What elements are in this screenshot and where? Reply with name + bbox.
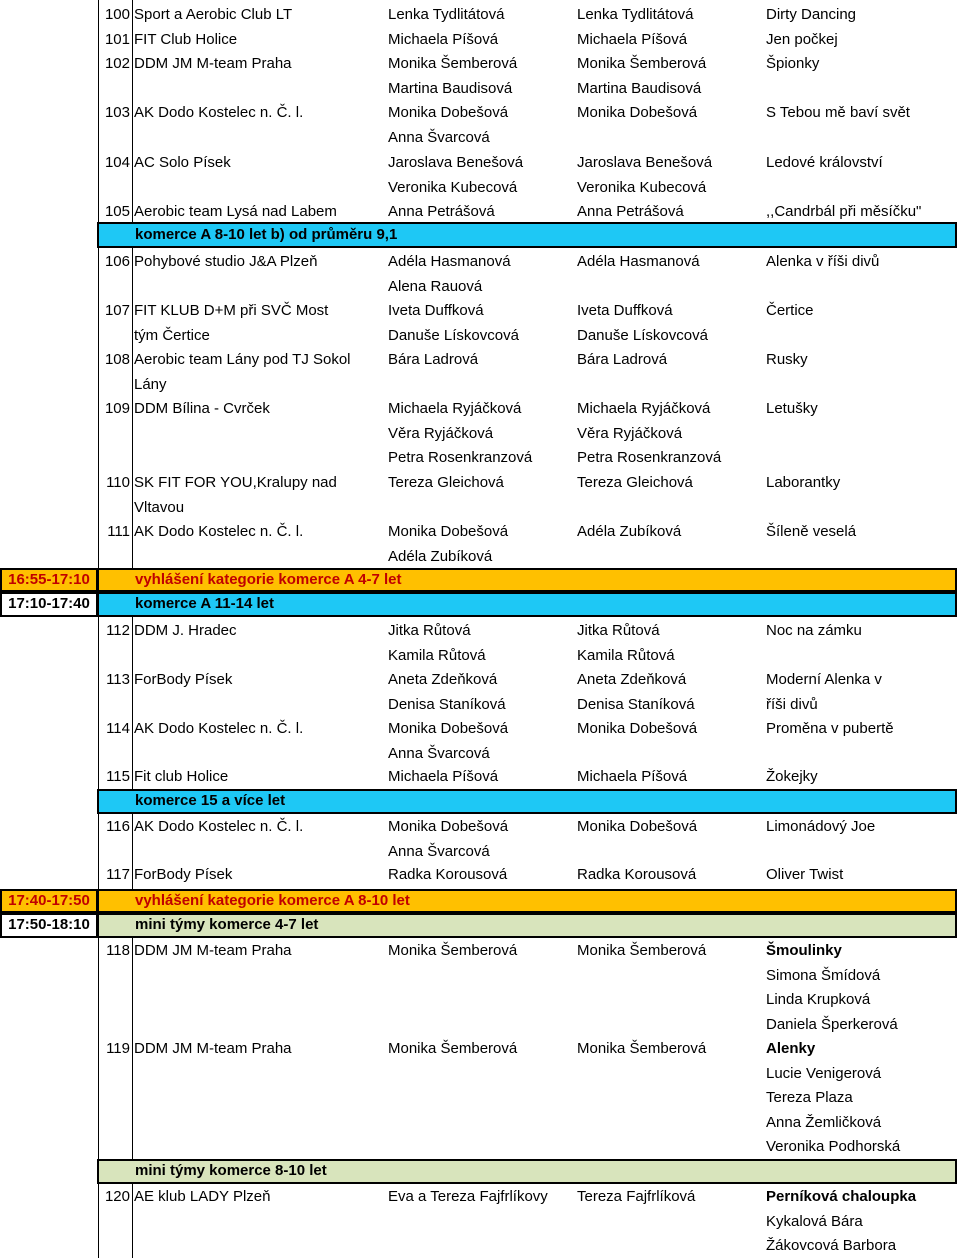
routine-title-cell bbox=[766, 151, 960, 200]
choreographer-name: Lenka Tydlitátová bbox=[577, 6, 694, 23]
entry-number: 109 bbox=[104, 400, 130, 417]
choreographer-name-cell bbox=[577, 151, 762, 200]
entry-number: 113 bbox=[106, 671, 130, 688]
trainer-name: Bára Ladrová bbox=[388, 351, 479, 368]
trainer-name-cell bbox=[388, 863, 573, 888]
choreographer-name-cell bbox=[577, 250, 762, 299]
routine-title: ,,Candrbál při měsíčku" bbox=[766, 203, 922, 220]
choreographer-name: Denisa Staníková bbox=[577, 695, 695, 713]
trainer-name: Jitka Růtová bbox=[388, 622, 471, 639]
trainer-name: Martina Baudisová bbox=[388, 79, 513, 97]
trainer-name: Eva a Tereza Fajfrlíkovy bbox=[388, 1188, 548, 1205]
trainer-name: Anna Petrášová bbox=[388, 203, 495, 220]
trainer-name: Tereza Gleichová bbox=[388, 474, 504, 491]
club-name-cell bbox=[134, 815, 384, 864]
choreographer-name: Monika Dobešová bbox=[577, 818, 698, 835]
routine-title-cell bbox=[766, 619, 960, 668]
routine-title: Šmoulinky bbox=[766, 942, 842, 959]
announcement-label: vyhlášení kategorie komerce A 4-7 let bbox=[135, 571, 402, 588]
trainer-name-cell bbox=[388, 299, 573, 348]
table-row bbox=[0, 348, 960, 397]
trainer-name: Adéla Hasmanová bbox=[388, 253, 511, 270]
club-name: Pohybové studio J&A Plzeň bbox=[134, 253, 318, 270]
club-name: FIT Club Holice bbox=[134, 31, 238, 48]
table-row bbox=[0, 1185, 960, 1259]
trainer-name-cell bbox=[388, 3, 573, 28]
choreographer-name-cell bbox=[577, 299, 762, 348]
category-band bbox=[97, 789, 957, 814]
choreographer-name: Tereza Gleichová bbox=[577, 474, 693, 491]
choreographer-name-cell bbox=[577, 348, 762, 397]
choreographer-name: Věra Ryjáčková bbox=[577, 424, 683, 442]
routine-title: Oliver Twist bbox=[766, 866, 844, 883]
routine-title-cell bbox=[766, 299, 960, 348]
choreographer-name-cell bbox=[577, 471, 762, 520]
table-row bbox=[0, 52, 960, 101]
choreographer-name-cell bbox=[577, 815, 762, 864]
choreographer-name: Veronika Kubecová bbox=[577, 178, 707, 196]
routine-title: říši divů bbox=[766, 695, 818, 713]
choreographer-name: Danuše Lískovcová bbox=[577, 326, 708, 344]
table-row bbox=[0, 101, 960, 150]
club-name: SK FIT FOR YOU,Kralupy nad bbox=[134, 474, 337, 491]
routine-title: Rusky bbox=[766, 351, 808, 368]
time-label: 17:10-17:40 bbox=[8, 595, 90, 612]
table-row bbox=[0, 28, 960, 53]
trainer-name: Michaela Ryjáčková bbox=[388, 400, 522, 417]
routine-title: Tereza Plaza bbox=[766, 1089, 853, 1106]
time-label: 17:40-17:50 bbox=[8, 892, 90, 909]
choreographer-name: Michaela Píšová bbox=[577, 768, 688, 785]
choreographer-name: Monika Šemberová bbox=[577, 942, 707, 959]
trainer-name-cell bbox=[388, 200, 573, 225]
club-name: Sport a Aerobic Club LT bbox=[134, 6, 293, 23]
trainer-name-cell bbox=[388, 619, 573, 668]
club-name: Fit club Holice bbox=[134, 768, 229, 785]
routine-title-cell bbox=[766, 815, 960, 864]
trainer-name: Věra Ryjáčková bbox=[388, 424, 494, 442]
routine-title: Noc na zámku bbox=[766, 622, 862, 639]
club-name-cell bbox=[134, 52, 384, 101]
table-row bbox=[0, 471, 960, 520]
trainer-name: Iveta Duffková bbox=[388, 302, 484, 319]
trainer-name: Monika Dobešová bbox=[388, 818, 509, 835]
club-name: tým Čertice bbox=[134, 326, 210, 344]
club-name-cell bbox=[134, 3, 384, 28]
entry-number: 108 bbox=[104, 351, 130, 368]
trainer-name-cell bbox=[388, 28, 573, 53]
club-name-cell bbox=[134, 299, 384, 348]
category-band bbox=[97, 222, 957, 248]
routine-title-cell bbox=[766, 1037, 960, 1160]
routine-title-cell bbox=[766, 939, 960, 1037]
choreographer-name-cell bbox=[577, 939, 762, 1037]
trainer-name: Monika Dobešová bbox=[388, 523, 509, 540]
choreographer-name-cell bbox=[577, 3, 762, 28]
routine-title: Anna Žemličková bbox=[766, 1113, 882, 1131]
choreographer-name: Adéla Hasmanová bbox=[577, 253, 700, 270]
trainer-name: Michaela Píšová bbox=[388, 31, 499, 48]
club-name-cell bbox=[134, 200, 384, 225]
category-label: mini týmy komerce 8-10 let bbox=[135, 1162, 327, 1179]
choreographer-name: Michaela Ryjáčková bbox=[577, 400, 711, 417]
choreographer-name-cell bbox=[577, 397, 762, 471]
entry-number: 105 bbox=[104, 203, 130, 220]
entry-number: 119 bbox=[106, 1040, 130, 1057]
routine-title: Lucie Venigerová bbox=[766, 1064, 882, 1082]
routine-title-cell bbox=[766, 520, 960, 569]
routine-title: Veronika Podhorská bbox=[766, 1138, 901, 1155]
entry-number: 118 bbox=[106, 942, 130, 959]
trainer-name: Monika Šemberová bbox=[388, 942, 518, 959]
category-label: mini týmy komerce 4-7 let bbox=[135, 916, 319, 933]
entry-number: 120 bbox=[104, 1188, 130, 1205]
table-row bbox=[0, 939, 960, 1037]
trainer-name-cell bbox=[388, 52, 573, 101]
club-name-cell bbox=[134, 471, 384, 520]
trainer-name-cell bbox=[388, 765, 573, 790]
table-row bbox=[0, 3, 960, 28]
announcement-band bbox=[97, 568, 957, 592]
club-name-cell bbox=[134, 520, 384, 569]
table-row bbox=[0, 765, 960, 790]
choreographer-name-cell bbox=[577, 1037, 762, 1160]
club-name: DDM JM M-team Praha bbox=[134, 942, 292, 959]
choreographer-name-cell bbox=[577, 200, 762, 225]
club-name: DDM Bílina - Cvrček bbox=[134, 400, 270, 417]
table-row bbox=[0, 815, 960, 864]
routine-title-cell bbox=[766, 3, 960, 28]
time-slot bbox=[0, 568, 98, 592]
club-name: ForBody Písek bbox=[134, 866, 233, 883]
entry-number: 114 bbox=[106, 720, 130, 737]
club-name: Lány bbox=[134, 375, 167, 393]
trainer-name: Monika Dobešová bbox=[388, 104, 509, 121]
routine-title: S Tebou mě baví svět bbox=[766, 104, 910, 121]
trainer-name-cell bbox=[388, 1185, 573, 1259]
trainer-name: Monika Šemberová bbox=[388, 55, 518, 72]
trainer-name: Kamila Růtová bbox=[388, 646, 486, 664]
table-row bbox=[0, 863, 960, 888]
entry-number: 112 bbox=[106, 622, 130, 639]
routine-title: Šíleně veselá bbox=[766, 523, 857, 540]
club-name: AE klub LADY Plzeň bbox=[134, 1188, 271, 1205]
trainer-name-cell bbox=[388, 520, 573, 569]
routine-title: Žákovcová Barbora bbox=[766, 1237, 897, 1254]
club-name-cell bbox=[134, 1185, 384, 1259]
table-row bbox=[0, 520, 960, 569]
entry-number: 106 bbox=[104, 253, 130, 270]
club-name: AC Solo Písek bbox=[134, 154, 231, 171]
trainer-name-cell bbox=[388, 1037, 573, 1160]
routine-title-cell bbox=[766, 52, 960, 101]
trainer-name-cell bbox=[388, 939, 573, 1037]
entry-number: 107 bbox=[104, 302, 130, 319]
trainer-name: Petra Rosenkranzová bbox=[388, 449, 533, 466]
club-name-cell bbox=[134, 668, 384, 717]
club-name: Vltavou bbox=[134, 498, 185, 516]
entry-number: 104 bbox=[104, 154, 130, 171]
mini-team-band bbox=[97, 913, 957, 938]
choreographer-name-cell bbox=[577, 1185, 762, 1259]
choreographer-name-cell bbox=[577, 863, 762, 888]
choreographer-name: Monika Šemberová bbox=[577, 1040, 707, 1057]
mini-team-band bbox=[97, 1159, 957, 1184]
entry-number: 103 bbox=[104, 104, 130, 121]
choreographer-name-cell bbox=[577, 101, 762, 150]
club-name-cell bbox=[134, 28, 384, 53]
entry-number: 100 bbox=[104, 6, 130, 23]
club-name-cell bbox=[134, 397, 384, 471]
trainer-name: Radka Korousová bbox=[388, 866, 508, 883]
category-label: komerce A 8-10 let b) od průměru 9,1 bbox=[135, 226, 398, 243]
category-band bbox=[97, 592, 957, 617]
routine-title: Kykalová Bára bbox=[766, 1212, 863, 1230]
routine-title-cell bbox=[766, 668, 960, 717]
trainer-name: Monika Šemberová bbox=[388, 1040, 518, 1057]
table-row bbox=[0, 299, 960, 348]
routine-title: Špionky bbox=[766, 55, 820, 72]
trainer-name: Anna Švarcová bbox=[388, 744, 490, 762]
trainer-name-cell bbox=[388, 250, 573, 299]
routine-title: Simona Šmídová bbox=[766, 966, 881, 984]
choreographer-name: Monika Dobešová bbox=[577, 720, 698, 737]
trainer-name-cell bbox=[388, 101, 573, 150]
routine-title: Perníková chaloupka bbox=[766, 1188, 917, 1205]
club-name-cell bbox=[134, 619, 384, 668]
entry-number: 115 bbox=[106, 768, 130, 785]
routine-title-cell bbox=[766, 348, 960, 397]
time-slot bbox=[0, 592, 98, 617]
routine-title: Linda Krupková bbox=[766, 991, 871, 1008]
entry-number: 117 bbox=[106, 866, 130, 883]
trainer-name: Lenka Tydlitátová bbox=[388, 6, 505, 23]
trainer-name-cell bbox=[388, 668, 573, 717]
table-row bbox=[0, 619, 960, 668]
choreographer-name-cell bbox=[577, 717, 762, 766]
routine-title: Žokejky bbox=[766, 768, 818, 785]
club-name-cell bbox=[134, 101, 384, 150]
choreographer-name: Tereza Fajfrlíková bbox=[577, 1188, 696, 1205]
trainer-name: Veronika Kubecová bbox=[388, 178, 518, 196]
choreographer-name: Anna Petrášová bbox=[577, 203, 684, 220]
club-name-cell bbox=[134, 348, 384, 397]
choreographer-name: Martina Baudisová bbox=[577, 79, 702, 97]
club-name-cell bbox=[134, 717, 384, 766]
choreographer-name-cell bbox=[577, 52, 762, 101]
routine-title-cell bbox=[766, 471, 960, 520]
club-name-cell bbox=[134, 939, 384, 1037]
trainer-name: Danuše Lískovcová bbox=[388, 326, 519, 344]
trainer-name: Jaroslava Benešová bbox=[388, 154, 524, 171]
routine-title: Daniela Šperkerová bbox=[766, 1015, 898, 1033]
routine-title-cell bbox=[766, 250, 960, 299]
routine-title-cell bbox=[766, 717, 960, 766]
table-row bbox=[0, 668, 960, 717]
choreographer-name: Iveta Duffková bbox=[577, 302, 673, 319]
choreographer-name-cell bbox=[577, 765, 762, 790]
choreographer-name-cell bbox=[577, 619, 762, 668]
category-label: komerce A 11-14 let bbox=[135, 595, 274, 612]
trainer-name: Denisa Staníková bbox=[388, 695, 506, 713]
routine-title: Moderní Alenka v bbox=[766, 671, 882, 688]
choreographer-name: Michaela Píšová bbox=[577, 31, 688, 48]
club-name: AK Dodo Kostelec n. Č. l. bbox=[134, 523, 304, 540]
club-name-cell bbox=[134, 1037, 384, 1160]
routine-title-cell bbox=[766, 200, 960, 225]
choreographer-name: Monika Šemberová bbox=[577, 55, 707, 72]
trainer-name-cell bbox=[388, 717, 573, 766]
choreographer-name-cell bbox=[577, 668, 762, 717]
table-row bbox=[0, 200, 960, 225]
routine-title-cell bbox=[766, 101, 960, 150]
choreographer-name: Radka Korousová bbox=[577, 866, 697, 883]
table-row bbox=[0, 397, 960, 471]
choreographer-name: Jaroslava Benešová bbox=[577, 154, 713, 171]
trainer-name-cell bbox=[388, 348, 573, 397]
trainer-name: Monika Dobešová bbox=[388, 720, 509, 737]
choreographer-name: Jitka Růtová bbox=[577, 622, 660, 639]
table-row bbox=[0, 151, 960, 200]
time-label: 16:55-17:10 bbox=[8, 571, 90, 588]
trainer-name-cell bbox=[388, 397, 573, 471]
club-name: DDM J. Hradec bbox=[134, 622, 237, 639]
trainer-name-cell bbox=[388, 151, 573, 200]
time-slot bbox=[0, 913, 98, 938]
trainer-name-cell bbox=[388, 471, 573, 520]
club-name: AK Dodo Kostelec n. Č. l. bbox=[134, 818, 304, 835]
routine-title: Dirty Dancing bbox=[766, 6, 857, 23]
club-name-cell bbox=[134, 250, 384, 299]
trainer-name: Anna Švarcová bbox=[388, 128, 490, 146]
table-row bbox=[0, 717, 960, 766]
club-name: DDM JM M-team Praha bbox=[134, 55, 292, 72]
choreographer-name: Bára Ladrová bbox=[577, 351, 668, 368]
club-name: DDM JM M-team Praha bbox=[134, 1040, 292, 1057]
entry-number: 110 bbox=[106, 474, 130, 491]
time-slot bbox=[0, 889, 98, 913]
announcement-band bbox=[97, 889, 957, 913]
routine-title-cell bbox=[766, 765, 960, 790]
routine-title-cell bbox=[766, 1185, 960, 1259]
category-label: komerce 15 a více let bbox=[135, 792, 286, 809]
club-name: ForBody Písek bbox=[134, 671, 233, 688]
club-name-cell bbox=[134, 151, 384, 200]
routine-title: Letušky bbox=[766, 400, 818, 417]
routine-title-cell bbox=[766, 397, 960, 471]
club-name: AK Dodo Kostelec n. Č. l. bbox=[134, 720, 304, 737]
choreographer-name: Aneta Zdeňková bbox=[577, 671, 687, 688]
routine-title: Proměna v pubertě bbox=[766, 720, 894, 737]
club-name-cell bbox=[134, 863, 384, 888]
club-name: Aerobic team Lysá nad Labem bbox=[134, 203, 337, 220]
routine-title: Alenky bbox=[766, 1040, 816, 1057]
entry-number: 116 bbox=[106, 818, 130, 835]
routine-title: Jen počkej bbox=[766, 31, 838, 48]
routine-title: Laborantky bbox=[766, 474, 841, 491]
choreographer-name: Kamila Růtová bbox=[577, 646, 675, 664]
choreographer-name-cell bbox=[577, 28, 762, 53]
trainer-name: Alena Rauová bbox=[388, 277, 483, 295]
announcement-label: vyhlášení kategorie komerce A 8-10 let bbox=[135, 892, 410, 909]
trainer-name: Michaela Píšová bbox=[388, 768, 499, 785]
routine-title: Alenka v říši divů bbox=[766, 253, 880, 270]
choreographer-name: Petra Rosenkranzová bbox=[577, 449, 722, 466]
club-name: AK Dodo Kostelec n. Č. l. bbox=[134, 104, 304, 121]
routine-title: Ledové království bbox=[766, 154, 883, 171]
entry-number: 111 bbox=[107, 523, 130, 540]
routine-title-cell bbox=[766, 28, 960, 53]
entry-number: 102 bbox=[104, 55, 130, 72]
routine-title: Limonádový Joe bbox=[766, 818, 876, 835]
choreographer-name-cell bbox=[577, 520, 762, 569]
trainer-name: Aneta Zdeňková bbox=[388, 671, 498, 688]
entry-number: 101 bbox=[104, 31, 130, 48]
club-name: Aerobic team Lány pod TJ Sokol bbox=[134, 351, 351, 368]
trainer-name-cell bbox=[388, 815, 573, 864]
choreographer-name: Adéla Zubíková bbox=[577, 523, 682, 540]
table-row bbox=[0, 1037, 960, 1160]
trainer-name: Adéla Zubíková bbox=[388, 547, 493, 565]
routine-title-cell bbox=[766, 863, 960, 888]
choreographer-name: Monika Dobešová bbox=[577, 104, 698, 121]
routine-title: Čertice bbox=[766, 302, 814, 319]
table-row bbox=[0, 250, 960, 299]
trainer-name: Anna Švarcová bbox=[388, 842, 490, 860]
time-label: 17:50-18:10 bbox=[8, 916, 90, 933]
club-name: FIT KLUB D+M při SVČ Most bbox=[134, 302, 329, 319]
club-name-cell bbox=[134, 765, 384, 790]
